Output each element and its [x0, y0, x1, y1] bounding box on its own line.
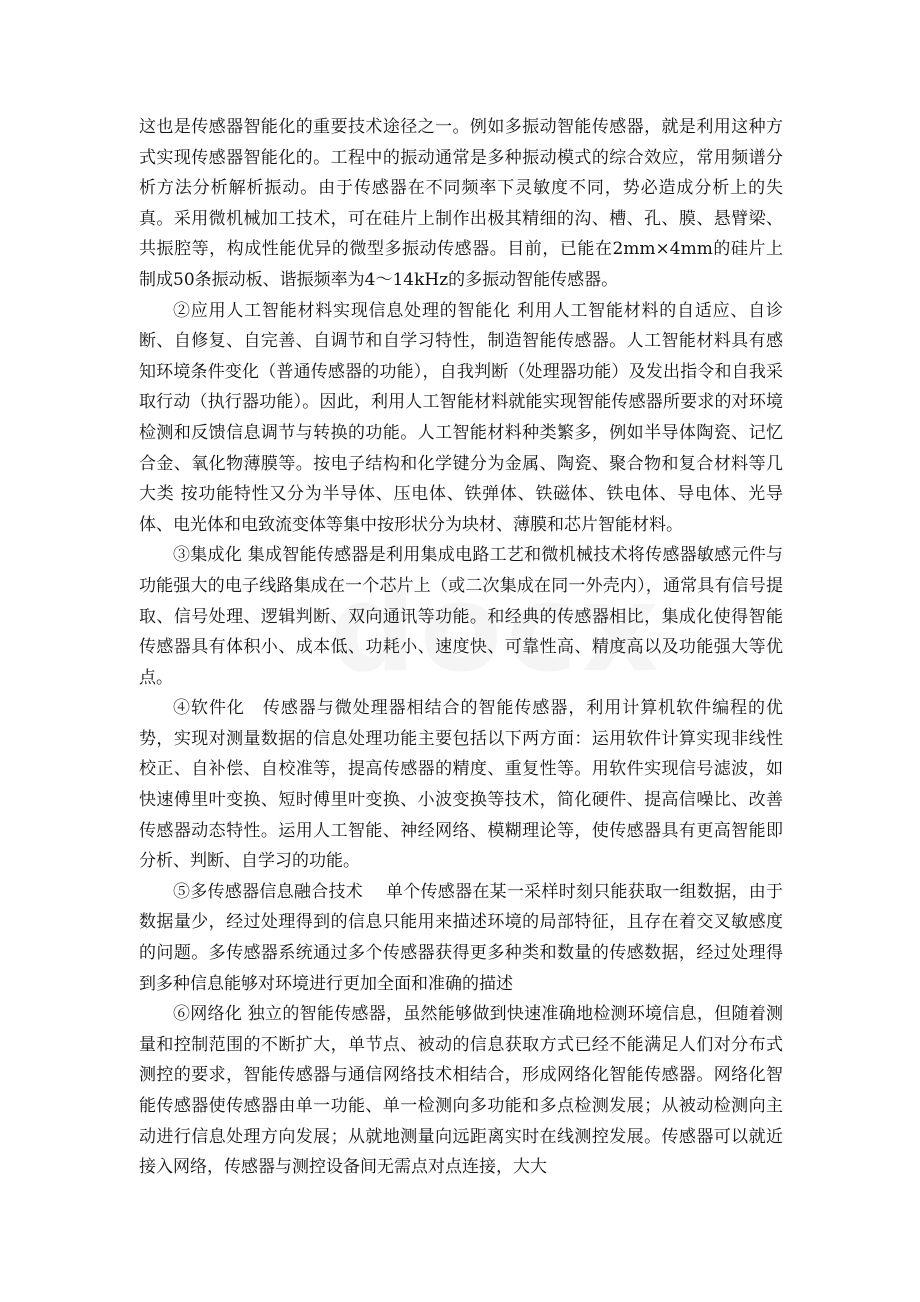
paragraph-network: ⑥网络化 独立的智能传感器，虽然能够做到快速准确地检测环境信息，但随着测量和控制范围的不断扩大，单节点、被动的信息获取方式已经不能满足人们对分布式测控的要求，智能传感器与通信网络技术相结合，形成网络化智能传感器。网络化智能传感器使传感器由单一功能、单一检测向多功能和多点检测发展；从被动检测向主动进行信息处理方向发展；从就地测量向远距离实时在线测控发展。传感器可以就近接入网络，传感器与测控设备间无需点对点连接，大大	[139, 1004, 783, 1178]
paragraph-software: ④软件化 传感器与微处理器相结合的智能传感器，利用计算机软件编程的优势，实现对测量数据的信息处理功能主要包括以下两方面：运用软件计算实现非线性校正、自补偿、自校准等，提高传感器的精度、重复性等。用软件实现信号滤波，如快速傅里叶变换、短时傅里叶变换、小波变换等技术，简化硬件、提高信噪比、改善传感器动态特性。运用人工智能、神经网络、模糊理论等，使传感器具有更高智能即分析、判断、自学习的功能。	[139, 698, 783, 872]
document-body	[139, 112, 783, 1183]
paragraph-fusion: ⑤多传感器信息融合技术 单个传感器在某一采样时刻只能获取一组数据，由于数据量少，经过处理得到的信息只能用来描述环境的局部特征，且存在着交叉敏感度的问题。多传感器系统通过多个传感器获得更多种类和数量的传感数据，经过处理得到多种信息能够对环境进行更加全面和准确的描述	[139, 881, 783, 994]
paragraph-ai-materials: ②应用人工智能材料实现信息处理的智能化 利用人工智能材料的自适应、自诊断、自修复、自完善、自调节和自学习特性，制造智能传感器。人工智能材料具有感知环境条件变化（普通传感器的功能），自我判断（处理器功能）及发出指令和自我采取行动（执行器功能）。因此，利用人工智能材料就能实现智能传感器所要求的对环境检测和反馈信息调节与转换的功能。人工智能材料种类繁多，例如半导体陶瓷、记忆合金、氧化物薄膜等。按电子结构和化学键分为金属、陶瓷、聚合物和复合材料等几大类 按功能特性又分为半导体、压电体、铁弹体、铁磁体、铁电体、导电体、光导体、电光体和电致流变体等集中按形状分为块材、薄膜和芯片智能材料。	[139, 300, 783, 535]
paragraph-continuation: 这也是传感器智能化的重要技术途径之一。例如多振动智能传感器，就是利用这种方式实现传感器智能化的。工程中的振动通常是多种振动模式的综合效应，常用频谱分析方法分析解析振动。由于传感器在不同频率下灵敏度不同，势必造成分析上的失真。采用微机械加工技术，可在硅片上制作出极其精细的沟、槽、孔、膜、悬臂梁、共振腔等，构成性能优异的微型多振动传感器。目前，已能在2mm×4mm的硅片上制成50条振动板、谐振频率为4～14kHz的多振动智能传感器。	[139, 117, 783, 290]
paragraph-integration: ③集成化 集成智能传感器是利用集成电路工艺和微机械技术将传感器敏感元件与功能强大的电子线路集成在一个芯片上（或二次集成在同一外壳内），通常具有信号提取、信号处理、逻辑判断、双向通讯等功能。和经典的传感器相比，集成化使得智能传感器具有体积小、成本低、功耗小、速度快、可靠性高、精度高以及功能强大等优点。	[139, 545, 783, 688]
